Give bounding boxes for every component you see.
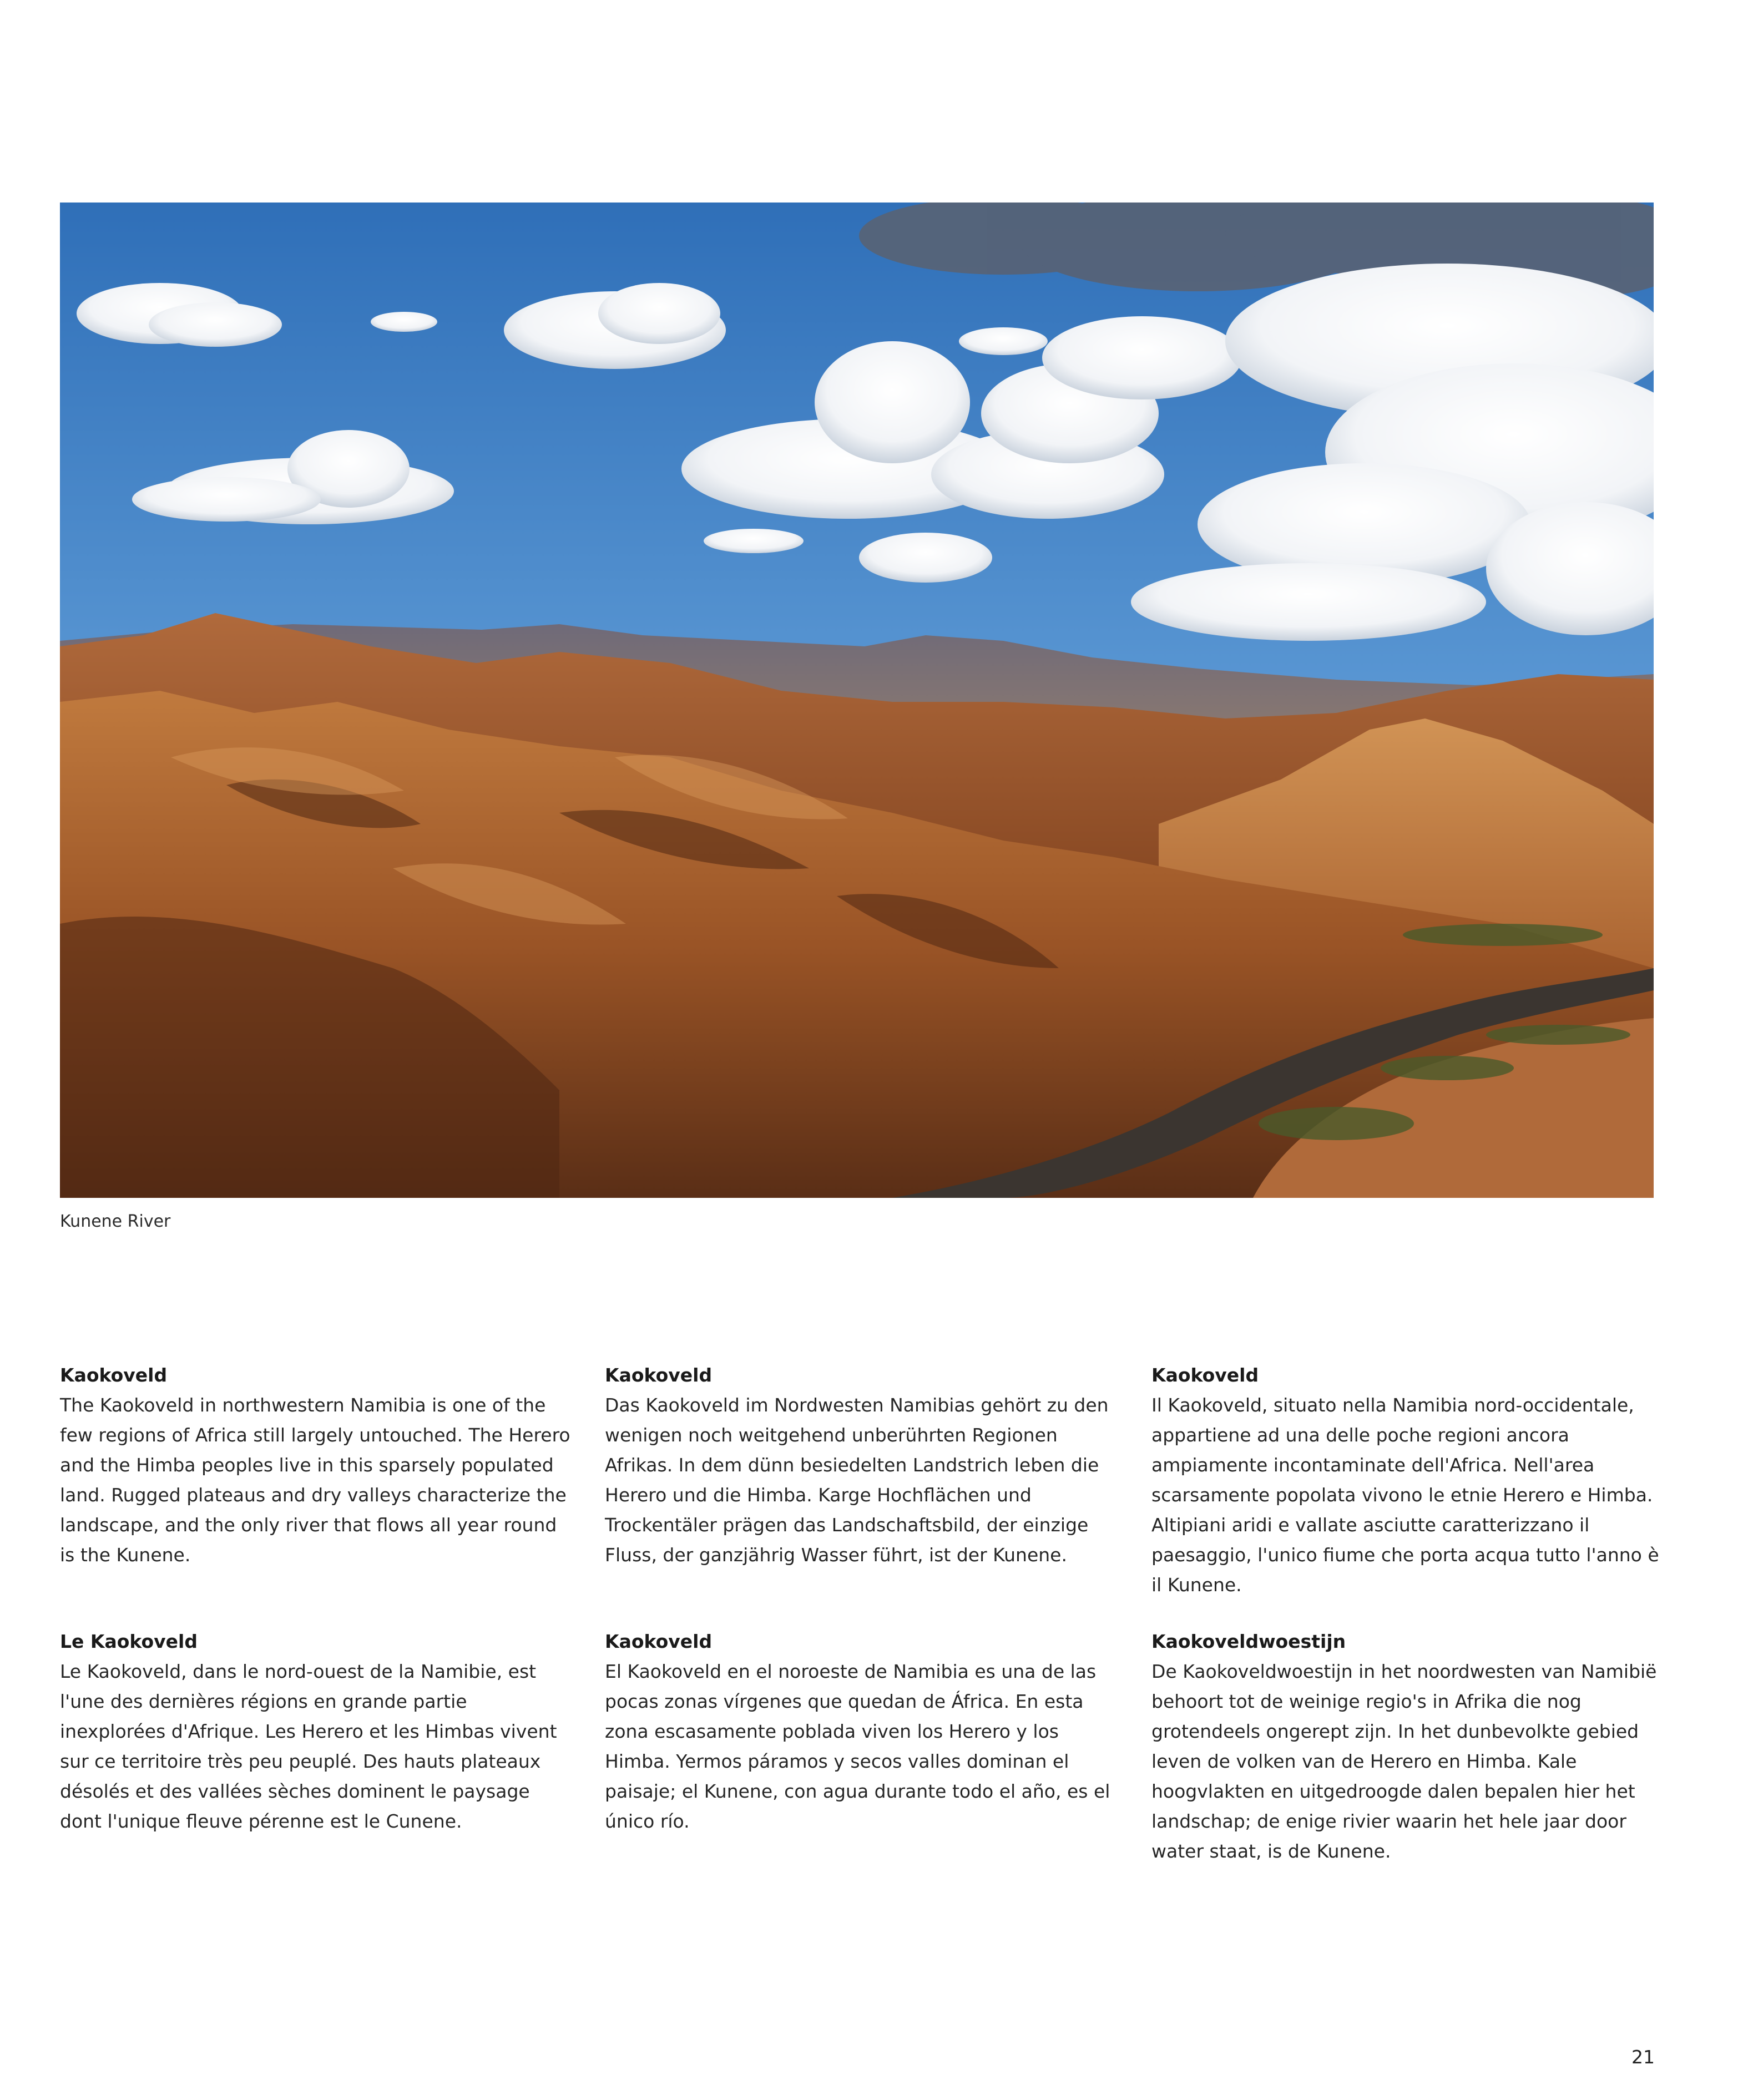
article-heading: Le Kaokoveld: [60, 1631, 198, 1652]
landscape-photo: [60, 203, 1654, 1198]
article-body: El Kaokoveld en el noroeste de Namibia es una de las pocas zonas vírgenes que quedan de África. En esta zona escasamente poblada viven los Herero y los Himba. Yermos páramos y secos valles dominan el paisaje; el Kunene, con agua durante todo el año, es el único río.: [605, 1661, 1110, 1832]
article-body: Das Kaokoveld im Nordwesten Namibias gehört zu den wenigen noch weitgehend unberührten Regionen Afrikas. In dem dünn besiedelten Landstrich leben die Herero und die Himba. Karge Hochflächen und Trockentäler prägen das Landschaftsbild, der einzige Fluss, der ganzjährig Wasser führt, ist der Kunene.: [605, 1394, 1109, 1566]
article-italian: [1151, 1360, 1673, 1600]
article-heading: Kaokoveld: [605, 1364, 713, 1386]
article-heading: Kaokoveld: [605, 1631, 713, 1652]
kunene-river-image: [60, 203, 1654, 1198]
article-heading: Kaokoveld: [60, 1364, 168, 1386]
article-heading: Kaokoveld: [1151, 1364, 1259, 1386]
article-body: De Kaokoveldwoestijn in het noordwesten van Namibië behoort tot de weinige regio's in Afrika die nog grotendeels ongerept zijn. In het dunbevolkte gebied leven de volken van de Herero en Himba. Kale hoogvlakten en uitgedroogde dalen bepalen hier het landschap; de enige rivier waarin het hele jaar door water staat, is de Kunene.: [1151, 1661, 1657, 1862]
article-dutch: [1151, 1627, 1673, 1866]
article-french: [60, 1627, 576, 1836]
article-heading: Kaokoveldwoestijn: [1151, 1631, 1346, 1652]
article-body: Le Kaokoveld, dans le nord-ouest de la Namibie, est l'une des dernières régions en grande partie inexplorées d'Afrique. Les Herero et les Himbas vivent sur ce territoire très peu peuplé. Des hauts plateaux désolés et des vallées sèches dominent le paysage dont l'unique fleuve pérenne est le Cunene.: [60, 1661, 557, 1832]
article-spanish: [605, 1627, 1121, 1836]
article-body: The Kaokoveld in northwestern Namibia is one of the few regions of Africa still largely untouched. The Herero and the Himba peoples live in this sparsely populated land. Rugged plateaus and dry valleys characterize the landscape, and the only river that flows all year round is the Kunene.: [60, 1394, 570, 1566]
article-german: [605, 1360, 1121, 1570]
article-body: Il Kaokoveld, situato nella Namibia nord-occidentale, appartiene ad una delle poche regioni ancora ampiamente incontaminate dell'Africa. Nell'area scarsamente popolata vivono le etnie Herero e Himba. Altipiani aridi e vallate asciutte caratterizzano il paesaggio, l'unico fiume che porta acqua tutto l'anno è il Kunene.: [1151, 1394, 1659, 1596]
photo-caption: Kunene River: [60, 1212, 171, 1231]
article-english: [60, 1360, 576, 1570]
page-number: 21: [1631, 2046, 1655, 2068]
